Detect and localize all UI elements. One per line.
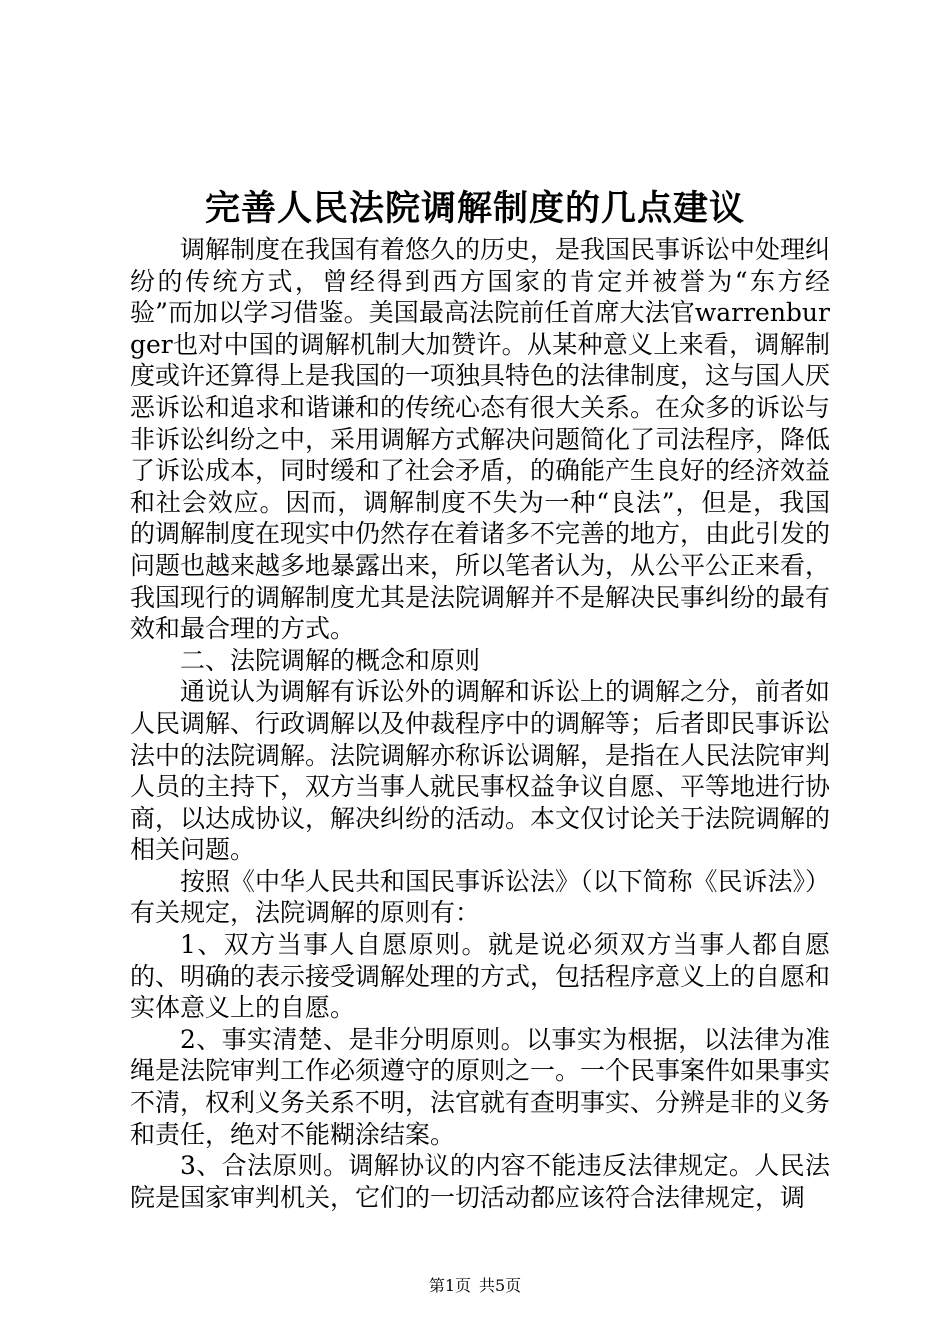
document-body: [130, 234, 830, 1213]
paragraph-principle-3: 3、合法原则。调解协议的内容不能违反法律规定。人民法院是国家审判机关，它们的一切活动都应该符合法律规定，调: [130, 1151, 830, 1212]
paragraph-principles-intro: 按照《中华人民共和国民事诉讼法》（以下简称《民诉法》）有关规定，法院调解的原则有：: [130, 866, 831, 928]
paragraph-definition: 通说认为调解有诉讼外的调解和诉讼上的调解之分，前者如人民调解、行政调解以及仲裁程序中的调解等；后者即民事诉讼法中的法院调解。法院调解亦称诉讼调解，是指在人民法院审判人员的主持下，双方当事人就民事权益争议自愿、平等地进行协商，以达成协议，解决纠纷的活动。本文仅讨论关于法院调解的相关问题。: [130, 677, 831, 865]
paragraph-principle-2: 2、事实清楚、是非分明原则。以事实为根据，以法律为准绳是法院审判工作必须遵守的原则之一。一个民事案件如果事实不清，权利义务关系不明，法官就有查明事实、分辨是非的义务和责任，绝对不能糊涂结案。: [130, 1024, 831, 1149]
page-number: 第1页: [428, 1276, 471, 1295]
section-heading: 二、法院调解的概念和原则: [180, 645, 481, 675]
paragraph-principle-1: 1、双方当事人自愿原则。就是说必须双方当事人都自愿的、明确的表示接受调解处理的方式，包括程序意义上的自愿和实体意义上的自愿。: [130, 930, 831, 1023]
page-total: 共5页: [479, 1276, 522, 1295]
paragraph-intro: 调解制度在我国有着悠久的历史，是我国民事诉讼中处理纠纷的传统方式，曾经得到西方国家的肯定并被誉为“东方经验”而加以学习借鉴。美国最高法院前任首席大法官warrenburger也对中国的调解机制大加赞许。从某种意义上来看，调解制度或许还算得上是我国的一项独具特色的法律制度，这与国人厌恶诉讼和追求和谐谦和的传统心态有很大关系。在众多的诉讼与非诉讼纠纷之中，采用调解方式解决问题简化了司法程序，降低了诉讼成本，同时缓和了社会矛盾，的确能产生良好的经济效益和社会效应。因而，调解制度不失为一种“良法”，但是，我国的调解制度在现实中仍然存在着诸多不完善的地方，由此引发的问题也越来越多地暴露出来，所以笔者认为，从公平公正来看，我国现行的调解制度尤其是法院调解并不是解决民事纠纷的最有效和最合理的方式。: [130, 235, 831, 644]
document-title: 完善人民法院调解制度的几点建议: [204, 188, 745, 229]
page-footer: [0, 1275, 950, 1297]
